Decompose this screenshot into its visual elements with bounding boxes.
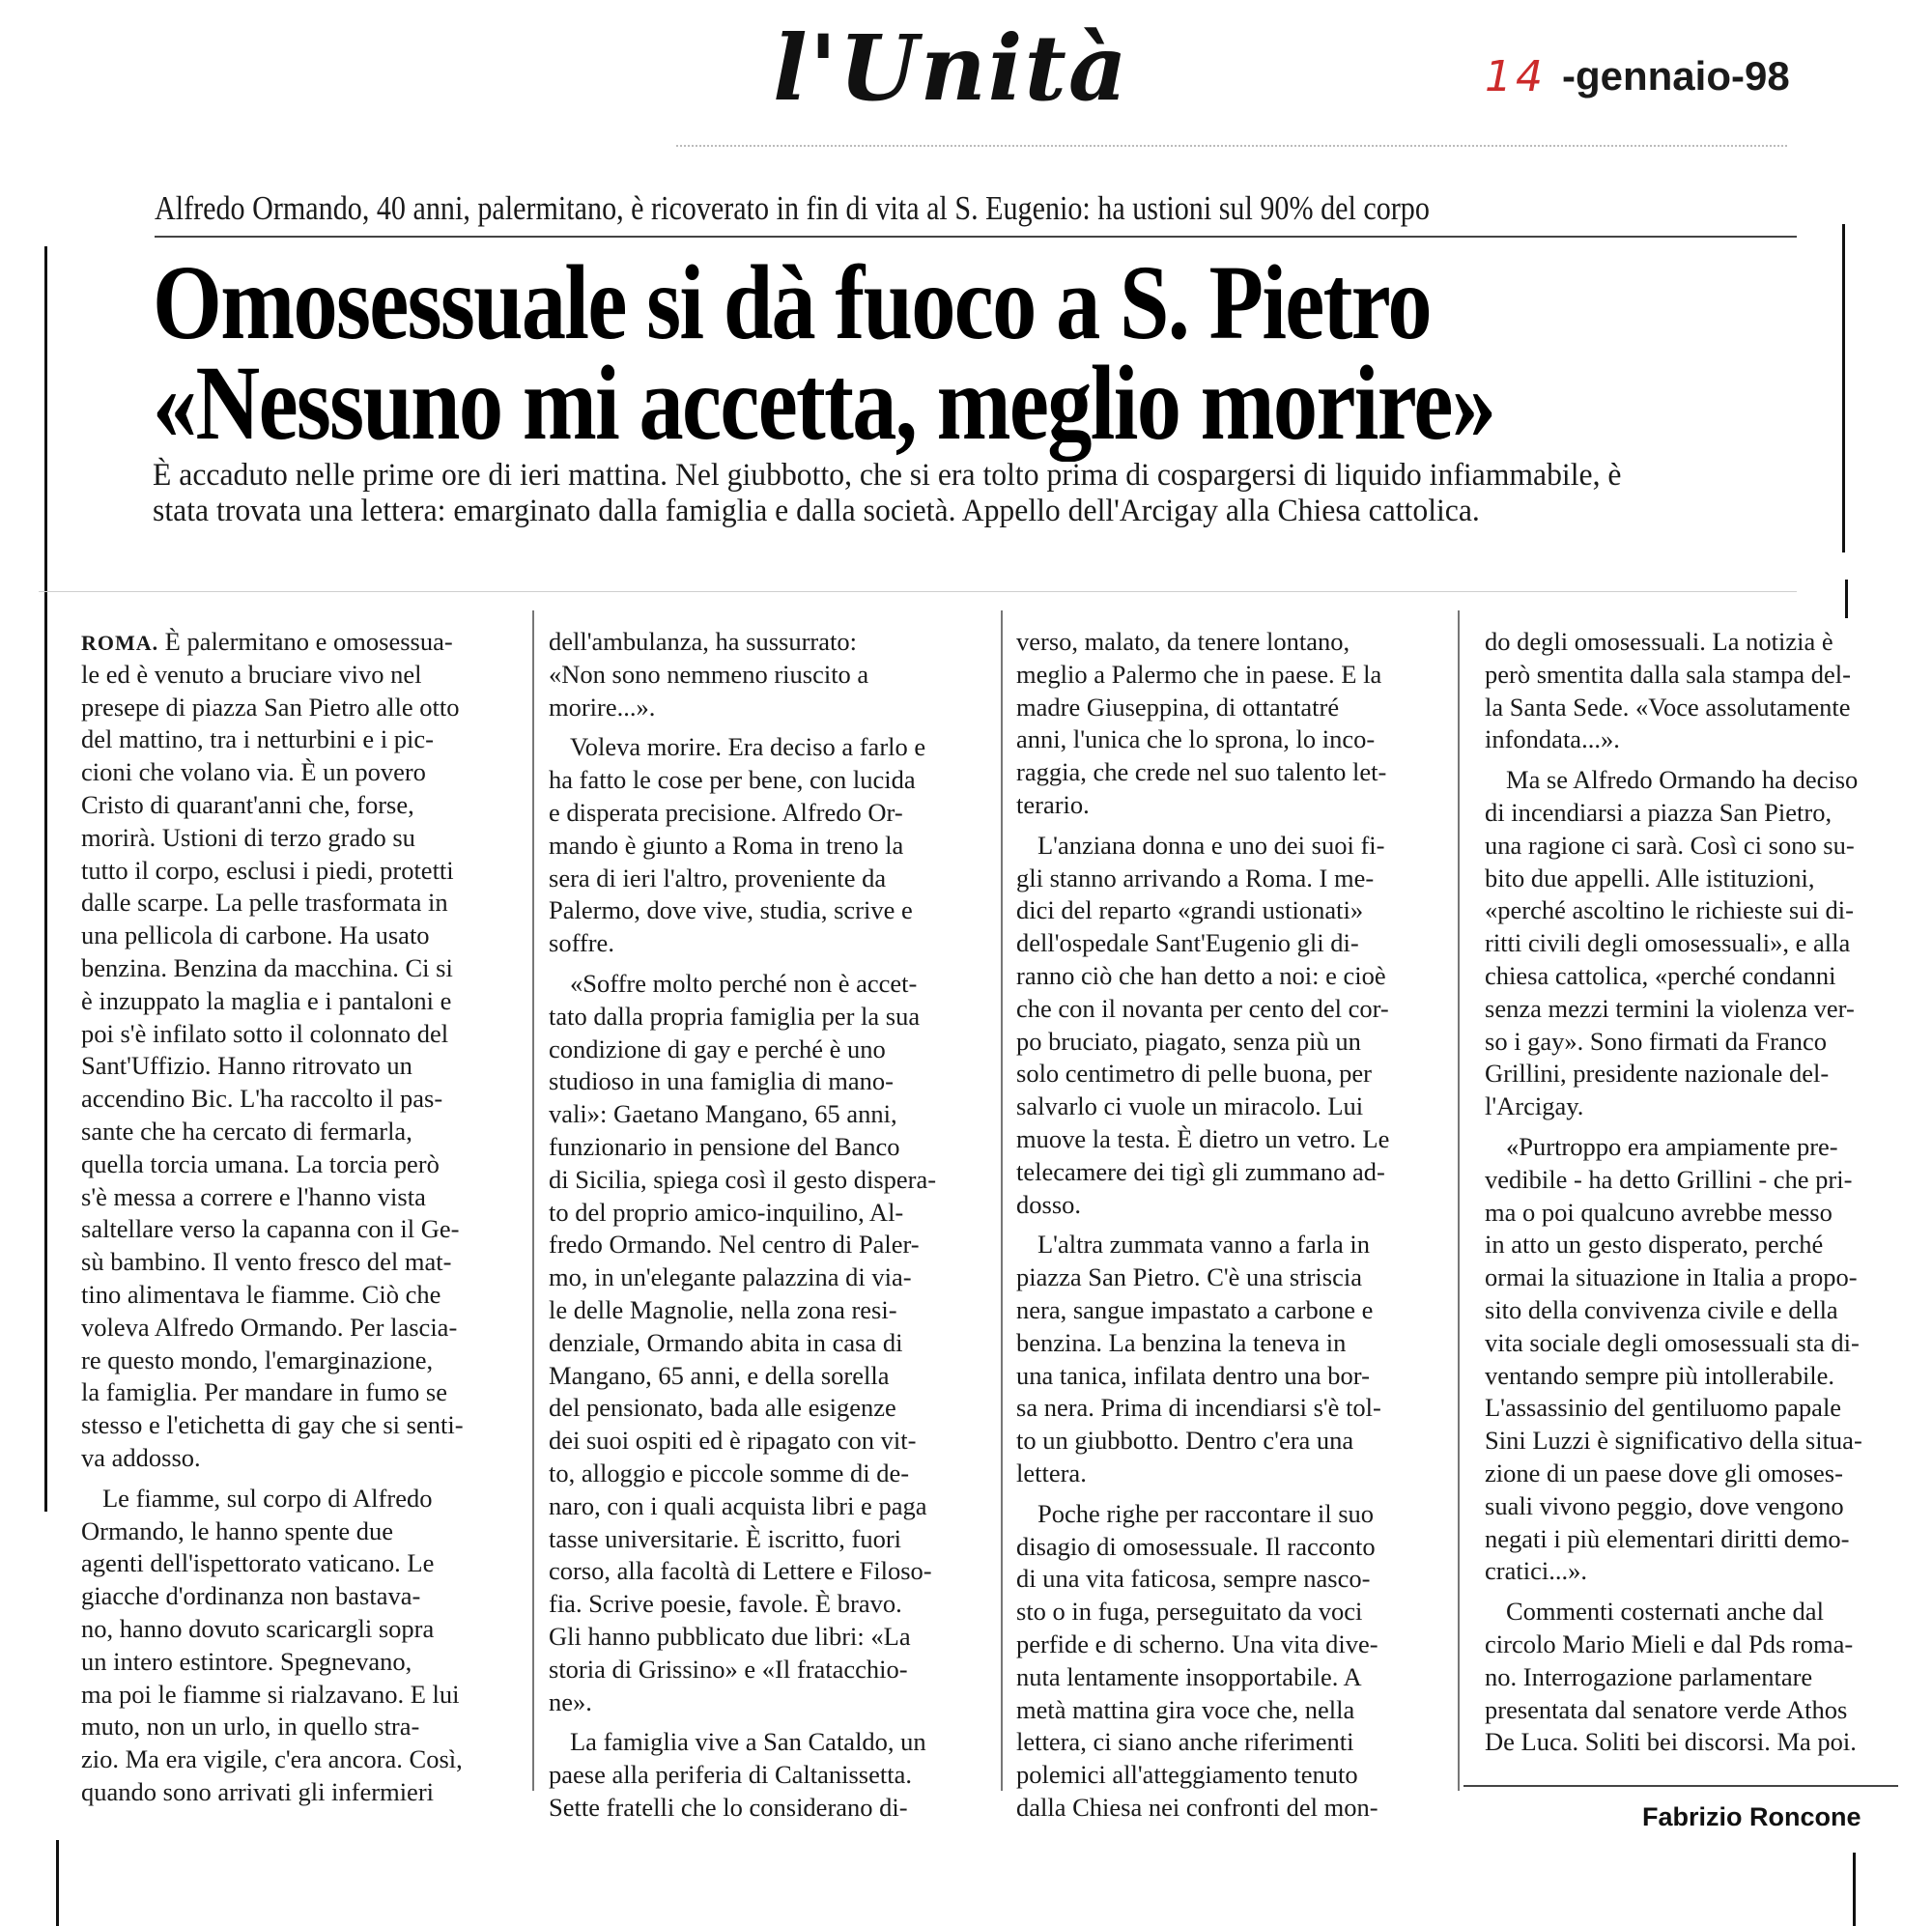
article-text-line: «perché ascoltino le richieste sui di- — [1485, 895, 1854, 925]
article-text-line: corso, alla facoltà di Lettere e Filoso- — [549, 1556, 932, 1586]
article-column-4 — [1485, 626, 1915, 1759]
article-text-line: to, alloggio e piccole somme di de- — [549, 1458, 910, 1487]
article-text-line: l'Arcigay. — [1485, 1091, 1584, 1121]
article-text-line: Mangano, 65 anni, e della sorella — [549, 1360, 890, 1390]
article-text-line: saltellare verso la capanna con il Ge- — [81, 1214, 460, 1244]
article-text-line: sera di ieri l'altro, proveniente da — [549, 863, 887, 892]
article-text-line: ne». — [549, 1686, 592, 1716]
article-text-line: va addosso. — [81, 1442, 201, 1472]
article-text-line: madre Giuseppina, di ottantatré — [1016, 692, 1340, 722]
article-text-line: Sini Luzzi è significativo della situa- — [1485, 1426, 1862, 1456]
article-text-line: un intero estintore. Spegnevano, — [81, 1646, 412, 1676]
article-text-line: ma poi le fiamme si rialzavano. E lui — [81, 1679, 460, 1709]
article-text-line: giacche d'ordinanza non bastava- — [81, 1581, 421, 1611]
article-text-line: sito della convivenza civile e della — [1485, 1294, 1838, 1324]
article-text-line: Commenti costernati anche dal — [1506, 1597, 1824, 1627]
article-text-line: paese alla periferia di Caltanissetta. — [549, 1760, 912, 1790]
article-text-line: disagio di omosessuale. Il racconto — [1016, 1531, 1376, 1561]
article-column-2 — [549, 626, 979, 1825]
article-text-line: terario. — [1016, 789, 1090, 819]
article-text-line: presepe di piazza San Pietro alle otto — [81, 692, 460, 722]
article-text-line: del pensionato, bada alle esigenze — [549, 1393, 896, 1423]
article-kicker: Alfredo Ormando, 40 anni, palermitano, è ricoverato in fin di vita al S. Eugenio: ha ustioni sul 90% del corpo — [155, 189, 1430, 227]
article-text-line: Sette fratelli che lo considerano di- — [549, 1792, 908, 1822]
article-text-line: dell'ospedale Sant'Eugenio gli di- — [1016, 928, 1359, 958]
article-text-line: ha fatto le cose per bene, con lucida — [549, 765, 916, 795]
article-text-line: soffre. — [549, 928, 614, 958]
article-text-line: morirà. Ustioni di terzo grado su — [81, 822, 415, 852]
article-text-line: però smentita dalla sala stampa del- — [1485, 659, 1851, 689]
article-text-line: salvarlo ci vuole un miracolo. Lui — [1016, 1091, 1364, 1121]
article-text-line: negati i più elementari diritti demo- — [1485, 1523, 1850, 1553]
column-separator — [1001, 610, 1003, 1791]
article-text-line: circolo Mario Mieli e dal Pds roma- — [1485, 1629, 1854, 1658]
article-text-line: vali»: Gaetano Mangano, 65 anni, — [549, 1099, 897, 1129]
article-text-line: morire...». — [549, 692, 656, 722]
article-text-line: solo centimetro di pelle buona, per — [1016, 1059, 1372, 1089]
article-text-line: una tanica, infilata dentro una bor- — [1016, 1360, 1370, 1390]
article-text-line: L'altra zummata vanno a farla in — [1037, 1230, 1370, 1260]
article-text-line: De Luca. Soliti bei discorsi. Ma poi. — [1485, 1727, 1857, 1757]
article-text-line: quella torcia umana. La torcia però — [81, 1148, 440, 1178]
newspaper-masthead: l'Unità — [773, 15, 1129, 122]
article-text-line: studioso in una famiglia di mano- — [549, 1066, 894, 1096]
article-text-line: che con il novanta per cento del cor- — [1016, 993, 1389, 1023]
article-text-line: funzionario in pensione del Banco — [549, 1131, 900, 1161]
article-text-line: s'è messa a correre e l'hanno vista — [81, 1181, 426, 1211]
article-text-line: dalle scarpe. La pelle trasformata in — [81, 888, 448, 918]
article-text-line: sto o in fuga, perseguitato da voci — [1016, 1597, 1363, 1627]
article-text-line: quando sono arrivati gli infermieri — [81, 1776, 435, 1806]
article-text-line: suali vivono peggio, dove vengono — [1485, 1490, 1844, 1520]
article-text-line: tasse universitarie. È iscritto, fuori — [549, 1523, 902, 1553]
article-text-line: muto, non un urlo, in quello stra- — [81, 1712, 420, 1742]
article-text-line: e disperata precisione. Alfredo Or- — [549, 797, 903, 827]
column-separator — [532, 610, 534, 1791]
article-text-line: «Purtroppo era ampiamente pre- — [1506, 1131, 1838, 1161]
article-text-line: sa nera. Prima di incendiarsi s'è tol- — [1016, 1393, 1381, 1423]
article-text-line: le ed è venuto a bruciare vivo nel — [81, 659, 422, 689]
article-text-line: benzina. Benzina da macchina. Ci si — [81, 952, 453, 982]
article-text-line: ranno ciò che han detto a noi: e cioè — [1016, 960, 1386, 990]
article-text-line: bito due appelli. Alle istituzioni, — [1485, 863, 1815, 892]
article-text-line: no, hanno dovuto scaricargli sopra — [81, 1613, 435, 1643]
headline-line: «Nessuno mi accetta, meglio morire» — [153, 344, 1495, 462]
article-text-line: metà mattina gira voce che, nella — [1016, 1694, 1355, 1724]
article-text-line: agenti dell'ispettorato vaticano. Le — [81, 1548, 435, 1578]
article-text-line: ritti civili degli omosessuali», e alla — [1485, 928, 1851, 958]
article-text-line: voleva Alfredo Ormando. Per lascia- — [81, 1312, 458, 1342]
headline-line: Omosessuale si dà fuoco a S. Pietro — [153, 243, 1431, 361]
article-column-1 — [81, 626, 511, 1809]
article-text-line: lettera. — [1016, 1458, 1087, 1487]
article-text-line: verso, malato, da tenere lontano, — [1016, 627, 1350, 656]
article-text-line: no. Interrogazione parlamentare — [1485, 1661, 1813, 1691]
handwritten-day: 14 — [1485, 52, 1547, 101]
article-text-line: chiesa cattolica, «perché condanni — [1485, 960, 1836, 990]
article-text-line: cratici...». — [1485, 1556, 1587, 1586]
article-text-line: to del proprio amico-inquilino, Al- — [549, 1197, 904, 1227]
article-text-line: sù bambino. Il vento fresco del mat- — [81, 1247, 452, 1277]
subhead-line: stata trovata una lettera: emarginato dalla famiglia e dalla società. Appello dell'Arcigay alla Chiesa cattolica. — [153, 494, 1480, 528]
article-text-line: di incendiarsi a piazza San Pietro, — [1485, 797, 1833, 827]
article-text-line — [81, 626, 511, 659]
masthead-divider — [676, 145, 1787, 147]
article-text-line: Voleva morire. Era deciso a farlo e — [570, 732, 926, 762]
article-text-line: cioni che volano via. È un povero — [81, 757, 426, 787]
article-text-line: in atto un gesto disperato, perché — [1485, 1230, 1824, 1260]
article-text-line: dici del reparto «grandi ustionati» — [1016, 895, 1364, 925]
article-text-line: perfide e di scherno. Una vita dive- — [1016, 1629, 1378, 1658]
article-byline: Fabrizio Roncone — [1642, 1802, 1861, 1831]
article-text-line: lettera, ci siano anche riferimenti — [1016, 1727, 1354, 1757]
article-text-line: di una vita faticosa, sempre nasco- — [1016, 1564, 1371, 1594]
article-text-line: gli stanno arrivando a Roma. I me- — [1016, 863, 1375, 892]
article-text-line: anni, l'unica che lo sprona, lo inco- — [1016, 724, 1376, 754]
column-separator — [1458, 610, 1460, 1791]
article-text-line: tino alimentava le fiamme. Ciò che — [81, 1279, 441, 1309]
article-text-line: polemici all'atteggiamento tenuto — [1016, 1760, 1358, 1790]
article-text-line: naro, con i quali acquista libri e paga — [549, 1490, 927, 1520]
article-text-line: dell'ambulanza, ha sussurrato: — [549, 627, 857, 656]
article-text-line: dosso. — [1016, 1189, 1082, 1219]
article-text-line: poi s'è infilato sotto il colonnato del — [81, 1018, 449, 1048]
article-text-line: telecamere dei tigì gli zummano ad- — [1016, 1156, 1385, 1186]
article-text-line: nera, sangue impastato a carbone e — [1016, 1294, 1374, 1324]
article-text-line: Sant'Uffizio. Hanno ritrovato un — [81, 1051, 412, 1081]
article-text-line: fia. Scrive poesie, favole. È bravo. — [549, 1589, 902, 1619]
article-text-line: L'assassinio del gentiluomo papale — [1485, 1393, 1842, 1423]
kicker-rule — [155, 236, 1797, 238]
article-text-line: re questo mondo, l'emarginazione, — [81, 1345, 434, 1374]
article-text-line: la Santa Sede. «Voce assolutamente — [1485, 692, 1851, 722]
subhead-divider — [39, 591, 1797, 592]
article-text-line: fredo Ormando. Nel centro di Paler- — [549, 1230, 920, 1260]
subhead-line: È accaduto nelle prime ore di ieri mattina. Nel giubbotto, che si era tolto prima di cospargersi di liquido infiammabile, è — [153, 458, 1622, 493]
article-text-line: so i gay». Sono firmati da Franco — [1485, 1026, 1828, 1056]
article-text-line: Ma se Alfredo Ormando ha deciso — [1506, 765, 1859, 795]
article-text-line: Le fiamme, sul corpo di Alfredo — [102, 1483, 433, 1513]
article-text-line: storia di Grissino» e «Il fratacchio- — [549, 1654, 908, 1684]
byline-rule — [1463, 1785, 1898, 1787]
article-text-line: la famiglia. Per mandare in fumo se — [81, 1377, 447, 1407]
right-clipping-edge-mid — [1845, 580, 1848, 618]
article-text-line: mando è giunto a Roma in treno la — [549, 830, 904, 860]
article-text-line: benzina. La benzina la teneva in — [1016, 1327, 1347, 1357]
article-text-line: vedibile - ha detto Grillini - che pri- — [1485, 1164, 1853, 1194]
printed-date: -gennaio-98 — [1562, 53, 1790, 99]
article-text-line: L'anziana donna e uno dei suoi fi- — [1037, 830, 1385, 860]
article-text-line: Ormando, le hanno spente due — [81, 1515, 394, 1545]
article-text-line: di Sicilia, spiega così il gesto dispera- — [549, 1164, 937, 1194]
article-text-line: Grillini, presidente nazionale del- — [1485, 1059, 1830, 1089]
article-text-line: stesso e l'etichetta di gay che si senti- — [81, 1410, 464, 1440]
right-clipping-edge-bottom — [1853, 1853, 1856, 1926]
article-headline — [153, 243, 1495, 462]
left-clipping-edge-top — [44, 246, 47, 1512]
article-text-line: tutto il corpo, esclusi i piedi, protetti — [81, 855, 454, 885]
article-text-line: presentata dal senatore verde Athos — [1485, 1694, 1848, 1724]
article-text-line: mo, in un'elegante palazzina di via- — [549, 1262, 912, 1292]
article-text-line: tato dalla propria famiglia per la sua — [549, 1001, 921, 1031]
article-text-line: senza mezzi termini la violenza ver- — [1485, 993, 1855, 1023]
article-text-line: del mattino, tra i netturbini e i pic- — [81, 724, 435, 754]
article-text-line: do degli omosessuali. La notizia è — [1485, 627, 1833, 656]
article-text-line: po bruciato, piagato, senza più un — [1016, 1026, 1361, 1056]
dateline: ROMA. — [81, 631, 165, 655]
article-text-line: Gli hanno pubblicato due libri: «La — [549, 1621, 911, 1651]
article-text-line: dalla Chiesa nei confronti del mon- — [1016, 1792, 1378, 1822]
article-text-line: Poche righe per raccontare il suo — [1037, 1498, 1375, 1528]
left-clipping-edge-bottom — [56, 1840, 59, 1926]
article-text-line: è inzuppato la maglia e i pantaloni e — [81, 985, 452, 1015]
article-text-line: La famiglia vive a San Cataldo, un — [570, 1727, 926, 1757]
article-text-line: Palermo, dove vive, studia, scrive e — [549, 895, 913, 925]
article-text-line: zione di un paese dove gli omoses- — [1485, 1458, 1843, 1487]
article-text-line: «Soffre molto perché non è accet- — [570, 968, 918, 998]
article-text-line: una pellicola di carbone. Ha usato — [81, 921, 430, 950]
article-text-line: sante che ha cercato di fermarla, — [81, 1116, 412, 1146]
article-text-line: ormai la situazione in Italia a propo- — [1485, 1262, 1858, 1292]
article-text-line: le delle Magnolie, nella zona resi- — [549, 1294, 897, 1324]
article-text-line: accendino Bic. L'ha raccolto il pas- — [81, 1084, 443, 1114]
article-text-line: to un giubbotto. Dentro c'era una — [1016, 1426, 1354, 1456]
article-text-line: «Non sono nemmeno riuscito a — [549, 659, 869, 689]
article-text-line: zio. Ma era vigile, c'era ancora. Così, — [81, 1744, 463, 1774]
article-text-line: meglio a Palermo che in paese. E la — [1016, 659, 1382, 689]
article-text-line: vita sociale degli omosessuali sta di- — [1485, 1327, 1860, 1357]
article-text-line: nuta lentamente insopportabile. A — [1016, 1661, 1362, 1691]
article-text-line: muove la testa. È dietro un vetro. Le — [1016, 1123, 1390, 1153]
article-text-line: piazza San Pietro. C'è una striscia — [1016, 1262, 1362, 1292]
article-column-3 — [1016, 626, 1446, 1825]
article-text-line: denziale, Ormando abita in casa di — [549, 1327, 903, 1357]
article-text-line: ma o poi qualcuno avrebbe messo — [1485, 1197, 1833, 1227]
article-text-line: una ragione ci sarà. Così ci sono su- — [1485, 830, 1855, 860]
article-text: È palermitano e omosessua- — [164, 627, 453, 656]
article-text-line: dei suoi ospiti ed è ripagato con vit- — [549, 1426, 917, 1456]
article-text-line: ventando sempre più intollerabile. — [1485, 1360, 1835, 1390]
right-clipping-edge-top — [1842, 224, 1845, 552]
article-text-line: raggia, che crede nel suo talento let- — [1016, 757, 1387, 787]
article-text-line: Cristo di quarant'anni che, forse, — [81, 789, 414, 819]
article-subhead — [153, 458, 1814, 529]
article-text-line: condizione di gay e perché è uno — [549, 1034, 886, 1063]
article-text-line: infondata...». — [1485, 724, 1620, 754]
